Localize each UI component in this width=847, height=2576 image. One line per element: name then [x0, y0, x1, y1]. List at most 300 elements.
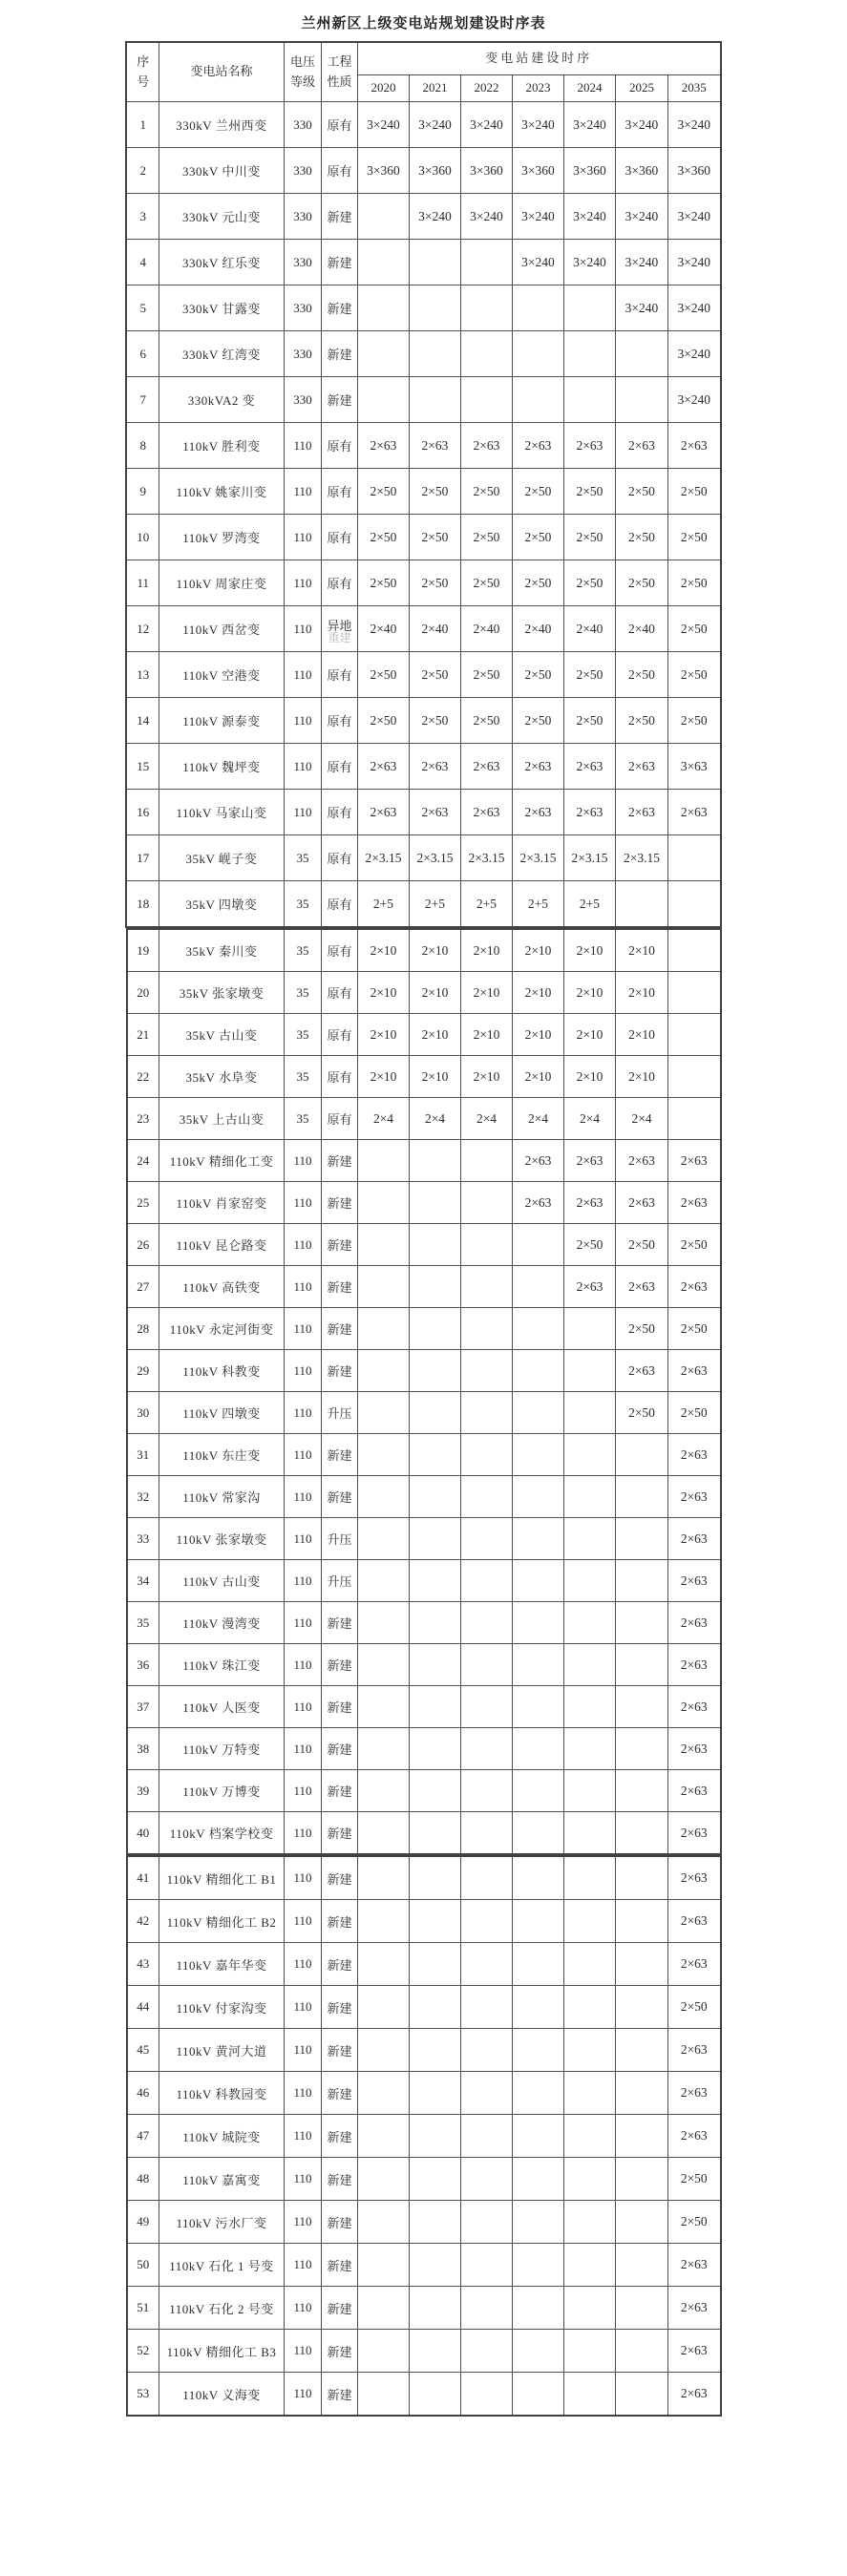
- year-value-cell: 2×50: [616, 1308, 668, 1350]
- year-value-cell: [513, 1900, 564, 1943]
- name-cell: 110kV 嘉寓变: [159, 2158, 285, 2201]
- name-cell: 110kV 精细化工 B2: [159, 1900, 285, 1943]
- substation-table-page-3: [126, 1855, 722, 2417]
- name-cell: 330kVA2 变: [159, 377, 284, 423]
- voltage-cell: 330: [284, 102, 321, 148]
- nature-cell: 新建: [321, 377, 357, 423]
- name-cell: 110kV 科教园变: [159, 2072, 285, 2115]
- year-value-cell: [513, 1943, 564, 1986]
- seq-cell: 33: [127, 1518, 159, 1560]
- voltage-cell: 110: [284, 790, 321, 835]
- name-cell: 110kV 石化 2 号变: [159, 2287, 285, 2330]
- year-value-cell: 3×240: [667, 102, 720, 148]
- year-value-cell: 2×63: [668, 1686, 721, 1728]
- year-value-cell: [616, 1518, 668, 1560]
- year-value-cell: 2×63: [668, 1266, 721, 1308]
- year-value-cell: [358, 1644, 410, 1686]
- name-cell: 110kV 张家墩变: [159, 1518, 285, 1560]
- year-value-cell: 2×63: [512, 790, 563, 835]
- table-row: [127, 1350, 721, 1392]
- year-value-cell: 3×240: [357, 102, 409, 148]
- year-value-cell: 2×50: [563, 515, 615, 560]
- col-header-voltage: [284, 42, 321, 102]
- table-body-page-1: [126, 102, 720, 928]
- year-value-cell: 2×50: [357, 560, 409, 606]
- year-value-cell: [564, 1900, 616, 1943]
- year-value-cell: 2×3.15: [357, 835, 409, 881]
- table-row: [127, 1856, 721, 1900]
- year-value-cell: 2×50: [615, 515, 667, 560]
- table-row: [126, 560, 720, 606]
- name-cell: 35kV 上古山变: [159, 1098, 285, 1140]
- seq-cell: 42: [127, 1900, 159, 1943]
- year-value-cell: [513, 1560, 564, 1602]
- seq-cell: 44: [127, 1986, 159, 2029]
- year-value-cell: [410, 2373, 461, 2417]
- year-value-cell: [358, 1182, 410, 1224]
- year-value-cell: [410, 1476, 461, 1518]
- year-value-cell: [615, 331, 667, 377]
- seq-cell: 16: [126, 790, 159, 835]
- voltage-cell: 35: [285, 1014, 322, 1056]
- table-header: [126, 42, 720, 102]
- year-value-cell: [616, 1812, 668, 1855]
- seq-cell: 27: [127, 1266, 159, 1308]
- seq-cell: 45: [127, 2029, 159, 2072]
- year-value-cell: [410, 1350, 461, 1392]
- year-value-cell: 2×50: [357, 698, 409, 744]
- year-value-cell: [513, 2373, 564, 2417]
- year-value-cell: 2×63: [616, 1266, 668, 1308]
- nature-cell: 原有: [321, 835, 357, 881]
- year-value-cell: 3×360: [460, 148, 512, 194]
- year-value-cell: [410, 1140, 461, 1182]
- name-cell: 110kV 东庄变: [159, 1434, 285, 1476]
- name-cell: 330kV 甘露变: [159, 285, 284, 331]
- year-value-cell: [564, 1560, 616, 1602]
- nature-cell: 升压: [322, 1560, 358, 1602]
- voltage-cell: 330: [284, 148, 321, 194]
- year-value-cell: [513, 2029, 564, 2072]
- year-value-cell: [461, 2115, 513, 2158]
- year-value-cell: [410, 1728, 461, 1770]
- col-header-year-2022: 2022: [460, 75, 512, 102]
- voltage-cell: 35: [285, 1056, 322, 1098]
- table-row: [127, 1560, 721, 1602]
- year-value-cell: 2×63: [616, 1140, 668, 1182]
- name-cell: 110kV 马家山变: [159, 790, 284, 835]
- year-value-cell: [564, 1770, 616, 1812]
- voltage-cell: 110: [285, 1308, 322, 1350]
- year-value-cell: [564, 1856, 616, 1900]
- voltage-cell: 330: [284, 377, 321, 423]
- nature-cell: 原有: [322, 929, 358, 972]
- col-header-year-2024: 2024: [563, 75, 615, 102]
- voltage-cell: 110: [284, 698, 321, 744]
- year-value-cell: 2×63: [668, 2072, 721, 2115]
- year-value-cell: 3×240: [615, 285, 667, 331]
- seq-cell: 51: [127, 2287, 159, 2330]
- nature-cell: 原有: [321, 148, 357, 194]
- seq-cell: 10: [126, 515, 159, 560]
- year-value-cell: 2×4: [410, 1098, 461, 1140]
- voltage-cell: 110: [285, 2158, 322, 2201]
- voltage-cell: 330: [284, 331, 321, 377]
- nature-cell: 新建: [322, 1812, 358, 1855]
- year-value-cell: 2×63: [460, 423, 512, 469]
- year-value-cell: 2×10: [616, 1014, 668, 1056]
- year-value-cell: [513, 1266, 564, 1308]
- year-value-cell: 2×63: [616, 1350, 668, 1392]
- year-value-cell: 2×63: [668, 2115, 721, 2158]
- table-row: [127, 1434, 721, 1476]
- seq-cell: 11: [126, 560, 159, 606]
- year-value-cell: 2×50: [460, 560, 512, 606]
- year-value-cell: [513, 1392, 564, 1434]
- voltage-cell: 110: [284, 744, 321, 790]
- year-value-cell: [667, 881, 720, 928]
- voltage-cell: 110: [285, 1224, 322, 1266]
- name-cell: 110kV 石化 1 号变: [159, 2244, 285, 2287]
- nature-cell: 新建: [322, 1728, 358, 1770]
- seq-cell: 40: [127, 1812, 159, 1855]
- year-value-cell: 3×240: [563, 240, 615, 285]
- year-value-cell: 2×50: [616, 1392, 668, 1434]
- year-value-cell: [410, 2115, 461, 2158]
- voltage-cell: 110: [285, 1686, 322, 1728]
- year-value-cell: 2×63: [668, 1728, 721, 1770]
- table-row: [127, 2330, 721, 2373]
- voltage-cell: 110: [284, 515, 321, 560]
- year-value-cell: [564, 1812, 616, 1855]
- year-value-cell: 2+5: [357, 881, 409, 928]
- seq-cell: 2: [126, 148, 159, 194]
- year-value-cell: 3×240: [563, 194, 615, 240]
- year-value-cell: 2×63: [668, 1644, 721, 1686]
- year-value-cell: [513, 1308, 564, 1350]
- nature-cell: 新建: [321, 240, 357, 285]
- year-value-cell: [461, 1392, 513, 1434]
- year-value-cell: [410, 1986, 461, 2029]
- year-value-cell: 2×63: [668, 1350, 721, 1392]
- table-row: [127, 1308, 721, 1350]
- seq-cell: 12: [126, 606, 159, 652]
- year-value-cell: [616, 2330, 668, 2373]
- year-value-cell: 2×50: [668, 1392, 721, 1434]
- name-cell: 110kV 姚家川变: [159, 469, 284, 515]
- name-cell: 110kV 付家沟变: [159, 1986, 285, 2029]
- year-value-cell: [358, 1308, 410, 1350]
- nature-cell: 新建: [322, 2029, 358, 2072]
- year-value-cell: 2×63: [564, 1266, 616, 1308]
- nature-cell: 新建: [322, 2330, 358, 2373]
- year-value-cell: 2×10: [461, 929, 513, 972]
- year-value-cell: [512, 331, 563, 377]
- voltage-cell: 110: [285, 1900, 322, 1943]
- seq-cell: 5: [126, 285, 159, 331]
- name-cell: 330kV 红乐变: [159, 240, 284, 285]
- name-cell: 330kV 中川变: [159, 148, 284, 194]
- name-cell: 110kV 污水厂变: [159, 2201, 285, 2244]
- seq-cell: 36: [127, 1644, 159, 1686]
- year-value-cell: 3×360: [667, 148, 720, 194]
- name-cell: 110kV 周家庄变: [159, 560, 284, 606]
- year-value-cell: 2×63: [563, 423, 615, 469]
- year-value-cell: 3×240: [615, 102, 667, 148]
- year-value-cell: 2×50: [460, 652, 512, 698]
- seq-cell: 25: [127, 1182, 159, 1224]
- seq-cell: 39: [127, 1770, 159, 1812]
- year-value-cell: 2×63: [668, 2373, 721, 2417]
- year-value-cell: 2×50: [667, 652, 720, 698]
- col-header-voltage-line1: 电压: [289, 54, 315, 70]
- nature-cell: 原有: [321, 744, 357, 790]
- year-value-cell: [564, 1602, 616, 1644]
- name-cell: 110kV 古山变: [159, 1560, 285, 1602]
- voltage-cell: 110: [285, 2330, 322, 2373]
- year-value-cell: 2×4: [461, 1098, 513, 1140]
- year-value-cell: [410, 1812, 461, 1855]
- year-value-cell: [358, 2072, 410, 2115]
- col-header-year-2020: 2020: [357, 75, 409, 102]
- year-value-cell: [461, 1728, 513, 1770]
- year-value-cell: 3×240: [563, 102, 615, 148]
- table-row: [127, 2115, 721, 2158]
- year-value-cell: 2×63: [668, 1518, 721, 1560]
- year-value-cell: [513, 2330, 564, 2373]
- voltage-cell: 110: [284, 652, 321, 698]
- year-value-cell: 3×240: [615, 240, 667, 285]
- nature-cell: 原有: [321, 102, 357, 148]
- year-value-cell: 2×63: [512, 423, 563, 469]
- seq-cell: 32: [127, 1476, 159, 1518]
- name-cell: 35kV 古山变: [159, 1014, 285, 1056]
- year-value-cell: 2×50: [409, 698, 460, 744]
- nature-cell: 新建: [321, 194, 357, 240]
- year-value-cell: 2×10: [616, 972, 668, 1014]
- table-row: [127, 1602, 721, 1644]
- seq-cell: 47: [127, 2115, 159, 2158]
- seq-cell: 46: [127, 2072, 159, 2115]
- voltage-cell: 110: [285, 1476, 322, 1518]
- col-header-voltage-line2: 等级: [289, 74, 315, 89]
- year-value-cell: [668, 1098, 721, 1140]
- nature-cell: 新建: [322, 2287, 358, 2330]
- year-value-cell: [410, 1266, 461, 1308]
- seq-cell: 8: [126, 423, 159, 469]
- year-value-cell: [461, 2287, 513, 2330]
- col-header-year-2035: 2035: [667, 75, 720, 102]
- name-cell: 110kV 漫湾变: [159, 1602, 285, 1644]
- year-value-cell: [409, 331, 460, 377]
- year-value-cell: 2×63: [668, 1770, 721, 1812]
- nature-cell: 原有: [322, 1014, 358, 1056]
- year-value-cell: [461, 2158, 513, 2201]
- seq-cell: 20: [127, 972, 159, 1014]
- year-value-cell: [564, 1308, 616, 1350]
- year-value-cell: 2×63: [667, 423, 720, 469]
- table-row: [127, 2244, 721, 2287]
- name-cell: 110kV 源泰变: [159, 698, 284, 744]
- year-value-cell: [668, 1014, 721, 1056]
- col-header-timing: 变电站建设时序: [357, 42, 720, 75]
- year-value-cell: [357, 240, 409, 285]
- seq-cell: 43: [127, 1943, 159, 1986]
- year-value-cell: 2×50: [667, 560, 720, 606]
- year-value-cell: [564, 1644, 616, 1686]
- year-value-cell: [410, 1308, 461, 1350]
- nature-cell: 新建: [322, 1476, 358, 1518]
- table-row: [127, 1812, 721, 1855]
- year-value-cell: [615, 881, 667, 928]
- nature-cell: 原有: [322, 972, 358, 1014]
- year-value-cell: 2×50: [667, 515, 720, 560]
- year-value-cell: [616, 1476, 668, 1518]
- table-row: [126, 835, 720, 881]
- nature-cell: 新建: [322, 1856, 358, 1900]
- table-row: [127, 972, 721, 1014]
- table-row: [127, 1900, 721, 1943]
- year-value-cell: [410, 1182, 461, 1224]
- year-value-cell: [513, 1602, 564, 1644]
- name-cell: 110kV 人医变: [159, 1686, 285, 1728]
- voltage-cell: 110: [285, 1560, 322, 1602]
- nature-cell: 异地 重建: [321, 606, 357, 652]
- year-value-cell: [410, 1602, 461, 1644]
- table-row: [126, 194, 720, 240]
- year-value-cell: [564, 2244, 616, 2287]
- seq-cell: 23: [127, 1098, 159, 1140]
- year-value-cell: 2×50: [616, 1224, 668, 1266]
- seq-cell: 14: [126, 698, 159, 744]
- year-value-cell: [564, 1728, 616, 1770]
- voltage-cell: 110: [285, 1392, 322, 1434]
- year-value-cell: [616, 2072, 668, 2115]
- year-value-cell: [358, 1392, 410, 1434]
- nature-cell-line2: 重建: [328, 631, 351, 644]
- year-value-cell: 2×50: [512, 560, 563, 606]
- year-value-cell: 2×63: [409, 790, 460, 835]
- year-value-cell: 2×10: [513, 972, 564, 1014]
- year-value-cell: [461, 2244, 513, 2287]
- table-row: [126, 652, 720, 698]
- year-value-cell: [513, 1518, 564, 1560]
- year-value-cell: 2×63: [668, 2330, 721, 2373]
- voltage-cell: 35: [285, 1098, 322, 1140]
- year-value-cell: [410, 1224, 461, 1266]
- year-value-cell: 2×50: [357, 515, 409, 560]
- year-value-cell: [564, 1986, 616, 2029]
- year-value-cell: [410, 2029, 461, 2072]
- year-value-cell: 2×50: [409, 652, 460, 698]
- col-header-nature-line1: 工程: [327, 54, 352, 70]
- year-value-cell: [358, 2158, 410, 2201]
- voltage-cell: 330: [284, 240, 321, 285]
- year-value-cell: [616, 2373, 668, 2417]
- year-value-cell: [564, 2287, 616, 2330]
- seq-cell: 13: [126, 652, 159, 698]
- name-cell: 330kV 元山变: [159, 194, 284, 240]
- nature-cell: 新建: [322, 2201, 358, 2244]
- table-row: [126, 606, 720, 652]
- year-value-cell: [410, 2201, 461, 2244]
- year-value-cell: 2×63: [668, 2244, 721, 2287]
- name-cell: 35kV 四墩变: [159, 881, 284, 928]
- table-row: [126, 331, 720, 377]
- voltage-cell: 110: [285, 1434, 322, 1476]
- year-value-cell: 3×240: [460, 102, 512, 148]
- seq-cell: 24: [127, 1140, 159, 1182]
- year-value-cell: 2×10: [358, 1056, 410, 1098]
- year-value-cell: [461, 2330, 513, 2373]
- voltage-cell: 35: [284, 881, 321, 928]
- year-value-cell: 2×50: [409, 560, 460, 606]
- nature-cell: 新建: [322, 2158, 358, 2201]
- nature-cell: 新建: [322, 1224, 358, 1266]
- table-row: [127, 1140, 721, 1182]
- year-value-cell: 2×10: [564, 972, 616, 1014]
- year-value-cell: [358, 1560, 410, 1602]
- year-value-cell: 2×63: [615, 744, 667, 790]
- year-value-cell: [461, 1434, 513, 1476]
- year-value-cell: 2×3.15: [409, 835, 460, 881]
- year-value-cell: [616, 2029, 668, 2072]
- year-value-cell: [410, 1686, 461, 1728]
- nature-cell: 原有: [321, 423, 357, 469]
- year-value-cell: [358, 1224, 410, 1266]
- voltage-cell: 110: [285, 1644, 322, 1686]
- year-value-cell: 2×10: [410, 1056, 461, 1098]
- year-value-cell: [461, 1986, 513, 2029]
- year-value-cell: 2×63: [460, 744, 512, 790]
- year-value-cell: 2×10: [358, 972, 410, 1014]
- year-value-cell: 2×63: [668, 2287, 721, 2330]
- nature-cell: 原有: [321, 790, 357, 835]
- year-value-cell: 2×10: [461, 1014, 513, 1056]
- seq-cell: 30: [127, 1392, 159, 1434]
- year-value-cell: [513, 2201, 564, 2244]
- year-value-cell: 2×50: [563, 560, 615, 606]
- year-value-cell: [564, 2158, 616, 2201]
- year-value-cell: [616, 1434, 668, 1476]
- year-value-cell: [358, 1266, 410, 1308]
- year-value-cell: 3×360: [615, 148, 667, 194]
- year-value-cell: [358, 1518, 410, 1560]
- seq-cell: 29: [127, 1350, 159, 1392]
- year-value-cell: [358, 2244, 410, 2287]
- year-value-cell: 2×50: [563, 652, 615, 698]
- year-value-cell: 2×50: [668, 1224, 721, 1266]
- year-value-cell: [616, 1770, 668, 1812]
- year-value-cell: 2×63: [615, 790, 667, 835]
- year-value-cell: 2×10: [461, 1056, 513, 1098]
- seq-cell: 34: [127, 1560, 159, 1602]
- voltage-cell: 35: [285, 929, 322, 972]
- year-value-cell: [564, 2373, 616, 2417]
- year-value-cell: 2×63: [667, 790, 720, 835]
- year-value-cell: [461, 1644, 513, 1686]
- nature-cell: 新建: [322, 1308, 358, 1350]
- year-value-cell: [461, 1686, 513, 1728]
- year-value-cell: [410, 1518, 461, 1560]
- table-row: [126, 515, 720, 560]
- table-row: [127, 2072, 721, 2115]
- table-row: [127, 1686, 721, 1728]
- year-value-cell: [616, 2287, 668, 2330]
- voltage-cell: 110: [285, 1182, 322, 1224]
- year-value-cell: [358, 2287, 410, 2330]
- year-value-cell: 2×63: [616, 1182, 668, 1224]
